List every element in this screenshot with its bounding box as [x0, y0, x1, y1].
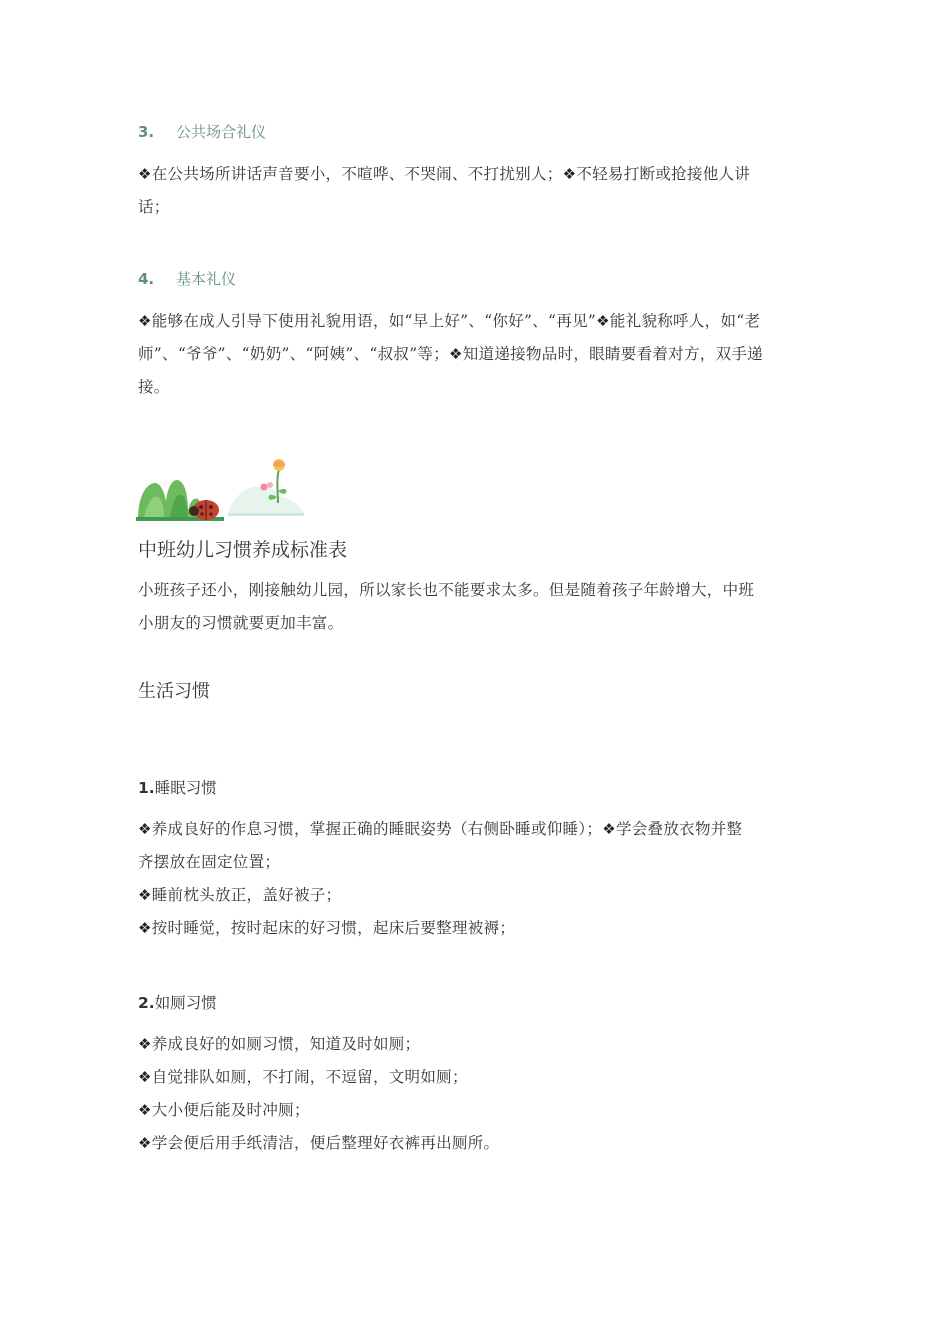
list-item: [138, 1061, 806, 1094]
subheading-sleep: [138, 776, 806, 798]
paragraph-basic-etiquette: [138, 305, 806, 404]
bullet-text: 能礼貌称呼人，如“老: [609, 312, 761, 330]
section-heading-public-etiquette: [138, 121, 806, 142]
bullet-icon: ❖: [138, 886, 152, 904]
list-item-text: 自觉排队如厕，不打闹，不逗留，文明如厕；: [151, 1068, 468, 1086]
section-number: 3.: [138, 123, 155, 141]
toilet-list: [138, 1028, 806, 1160]
list-item: [138, 813, 806, 846]
bullet-icon: ❖: [138, 1068, 152, 1086]
bullet-icon: ❖: [138, 1101, 152, 1119]
section-title: 公共场合礼仪: [176, 123, 267, 141]
intro-paragraph: [138, 574, 806, 640]
list-item: [138, 1028, 806, 1061]
section-number: 4.: [138, 270, 155, 288]
list-item: [138, 1094, 806, 1127]
bullet-text-continued: 话；: [138, 198, 170, 216]
list-item-text: 养成良好的如厕习惯，知道及时如厕；: [151, 1035, 421, 1053]
subheading-title: 如厕习惯: [154, 994, 217, 1012]
list-item: [138, 1127, 806, 1160]
list-item-text: 养成良好的作息习惯，掌握正确的睡眠姿势（右侧卧睡或仰睡）；: [151, 820, 603, 838]
bullet-icon: ❖: [138, 919, 152, 937]
intro-line: 小朋友的习惯就要更加丰富。: [138, 614, 344, 632]
subheading-number: 2.: [138, 994, 155, 1012]
list-item: [138, 912, 806, 945]
section-title: 基本礼仪: [176, 270, 237, 288]
bullet-text: 能够在成人引导下使用礼貌用语，如“早上好”、“你好”、“再见”: [151, 312, 597, 330]
list-item-text: 按时睡觉，按时起床的好习惯，起床后要整理被褥；: [151, 919, 516, 937]
bullet-icon: ❖: [138, 1035, 152, 1053]
bullet-icon: ❖: [562, 165, 577, 183]
bullet-text: 师”、“爷爷”、“奶奶”、“阿姨”、“叔叔”等；: [138, 345, 450, 363]
bullet-text: 在公共场所讲话声音要小，不喧哗、不哭闹、不打扰别人；: [151, 165, 563, 183]
bullet-icon: ❖: [596, 312, 610, 330]
sleep-list: [138, 813, 806, 945]
bullet-text-continued: 接。: [138, 378, 170, 396]
list-item-text: 学会叠放衣物并整: [615, 820, 743, 838]
paragraph-public-etiquette: [138, 158, 806, 224]
list-item: [138, 879, 806, 912]
subheading-number: 1.: [138, 779, 155, 797]
list-item-text: 大小便后能及时冲厕；: [151, 1101, 310, 1119]
bullet-icon: ❖: [138, 1134, 152, 1152]
bullet-text: 不轻易打断或抢接他人讲: [576, 165, 751, 183]
bullet-icon: ❖: [138, 820, 152, 838]
page-title: 中班幼儿习惯养成标准表: [138, 539, 348, 561]
bullet-icon: ❖: [138, 312, 152, 330]
bullet-icon: ❖: [138, 165, 152, 183]
subheading-toilet: [138, 991, 806, 1013]
section-heading-basic-etiquette: [138, 268, 806, 289]
bullet-text: 知道递接物品时，眼睛要看着对方，双手递: [462, 345, 763, 363]
category-heading: 生活习惯: [138, 681, 210, 702]
list-item-text: 学会便后用手纸清洁，便后整理好衣裤再出厕所。: [151, 1134, 500, 1152]
intro-line: 小班孩子还小，刚接触幼儿园，所以家长也不能要求太多。但是随着孩子年龄增大，中班: [138, 581, 755, 599]
list-item-continued: 齐摆放在固定位置；: [138, 853, 281, 871]
subheading-title: 睡眠习惯: [154, 779, 217, 797]
grass-ladybug-flower-illustration: [136, 455, 308, 523]
bullet-icon: ❖: [449, 345, 463, 363]
list-item-text: 睡前枕头放正，盖好被子；: [151, 886, 342, 904]
bullet-icon: ❖: [602, 820, 616, 838]
